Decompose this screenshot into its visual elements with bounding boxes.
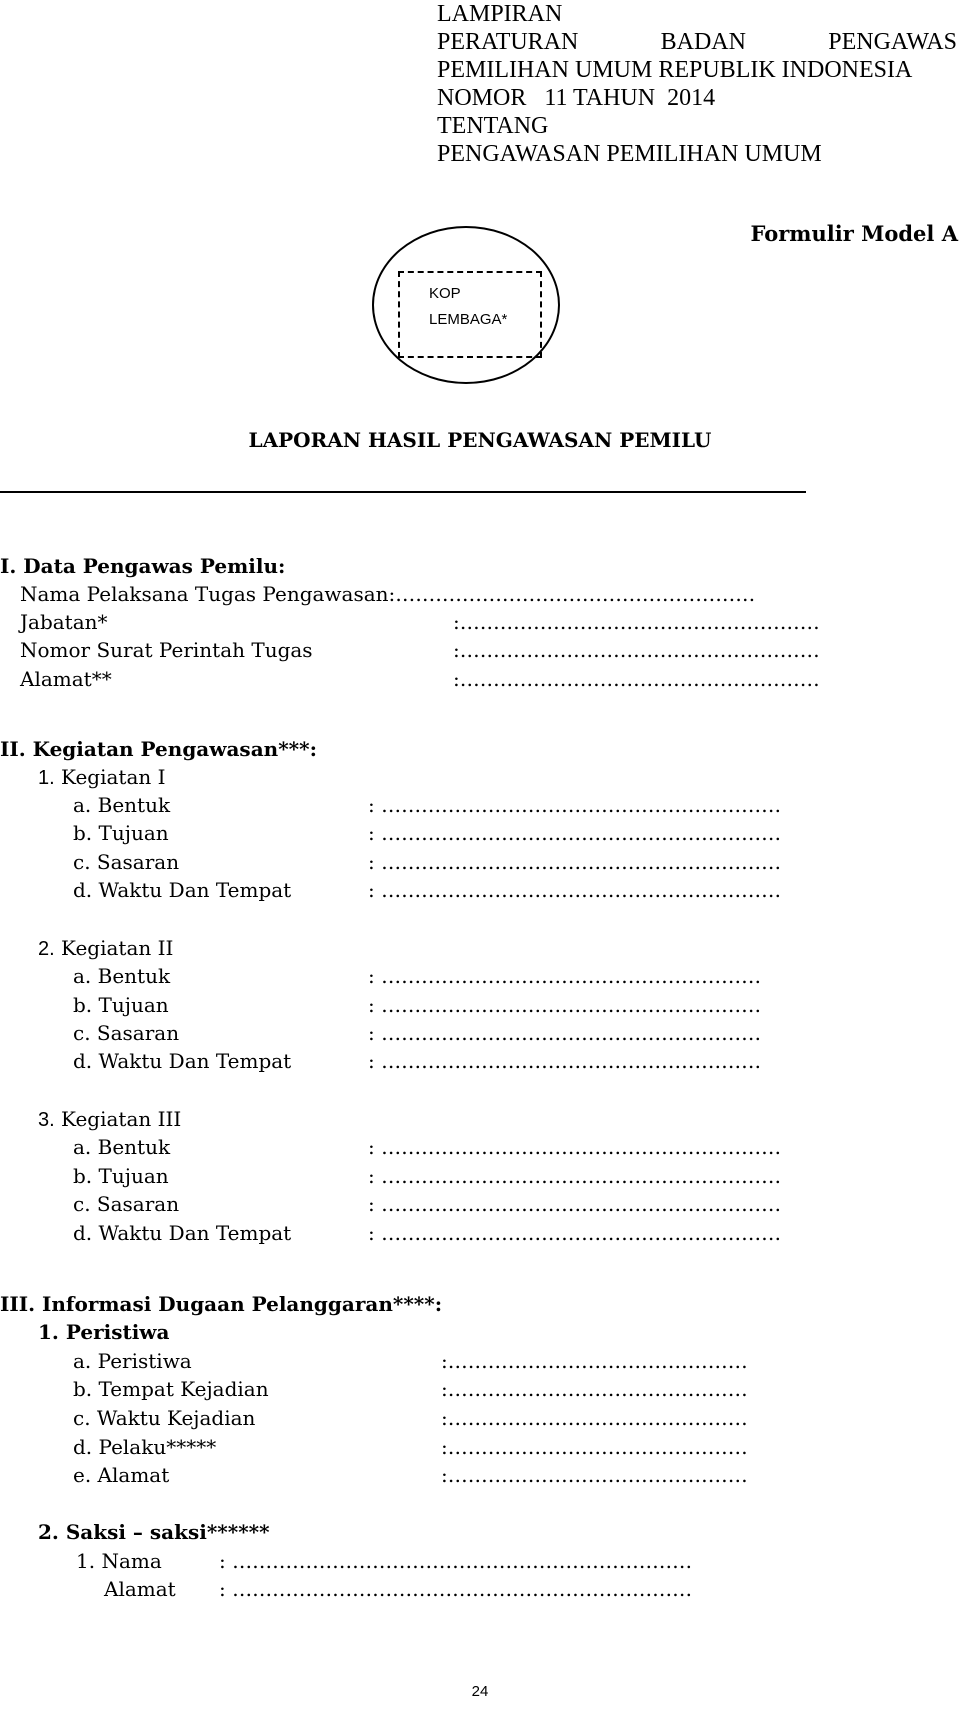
- kegiatan-value: : ……………………………………………………: [368, 1164, 782, 1188]
- kegiatan-label: b. Tujuan: [73, 1164, 169, 1188]
- kegiatan-title: Kegiatan III: [61, 1107, 182, 1131]
- data-value: :………………………………………………: [453, 638, 820, 662]
- header-word-badan: BADAN: [660, 29, 746, 55]
- kegiatan-2-row-waktu: [73, 1049, 761, 1073]
- kegiatan-value: : ……………………………………………………: [368, 793, 782, 817]
- report-title: LAPORAN HASIL PENGAWASAN PEMILU: [248, 428, 712, 452]
- data-row-jabatan: [20, 610, 820, 634]
- saksi-value: : ……………………………………………………………: [219, 1577, 693, 1601]
- kegiatan-value: : …………………………………………………: [368, 1021, 762, 1045]
- kegiatan-3-row-tujuan: [73, 1164, 781, 1188]
- kegiatan-label: d. Waktu Dan Tempat: [73, 1049, 292, 1073]
- peristiwa-row: [73, 1349, 748, 1373]
- saksi-row-nama: [76, 1549, 692, 1573]
- data-label: Nomor Surat Perintah Tugas: [20, 638, 313, 662]
- kegiatan-label: a. Bentuk: [73, 793, 171, 817]
- kop-lembaga-text: [429, 281, 507, 333]
- kegiatan-value: : ……………………………………………………: [368, 878, 782, 902]
- peristiwa-label: a. Peristiwa: [73, 1349, 192, 1373]
- peristiwa-value: :………………………………………: [441, 1406, 748, 1430]
- saksi-value: : ……………………………………………………………: [219, 1549, 693, 1573]
- peristiwa-value: :………………………………………: [441, 1435, 748, 1459]
- form-model-label: Formulir Model A: [750, 221, 958, 246]
- kegiatan-title: Kegiatan II: [61, 936, 174, 960]
- kegiatan-title: Kegiatan I: [61, 765, 166, 789]
- kegiatan-label: c. Sasaran: [73, 850, 180, 874]
- kegiatan-3-row-bentuk: [73, 1135, 781, 1159]
- kegiatan-label: b. Tujuan: [73, 993, 169, 1017]
- saksi-row-alamat: [104, 1577, 692, 1601]
- title-underline: [0, 491, 806, 493]
- kegiatan-value: : ……………………………………………………: [368, 850, 782, 874]
- kegiatan-value: : …………………………………………………: [368, 1049, 762, 1073]
- section-3-heading: III. Informasi Dugaan Pelanggaran****:: [0, 1292, 443, 1316]
- kegiatan-label: c. Sasaran: [73, 1021, 180, 1045]
- saksi-label: 1. Nama: [76, 1549, 162, 1573]
- peristiwa-value: :………………………………………: [441, 1377, 748, 1401]
- kegiatan-2-row-tujuan: [73, 993, 761, 1017]
- kegiatan-1-row-sasaran: [73, 850, 781, 874]
- section-2-heading: II. Kegiatan Pengawasan***:: [0, 737, 317, 761]
- subsection-saksi-heading: 2. Saksi – saksi******: [38, 1520, 270, 1544]
- data-label: Jabatan*: [20, 610, 108, 634]
- kegiatan-2-row-sasaran: [73, 1021, 761, 1045]
- peristiwa-row: [73, 1463, 748, 1487]
- peristiwa-label: e. Alamat: [73, 1463, 170, 1487]
- kegiatan-3-row-waktu: [73, 1221, 781, 1245]
- subsection-peristiwa-heading: 1. Peristiwa: [38, 1320, 170, 1344]
- section-1-heading: I. Data Pengawas Pemilu:: [0, 554, 286, 578]
- peristiwa-label: c. Waktu Kejadian: [73, 1406, 256, 1430]
- kegiatan-label: b. Tujuan: [73, 821, 169, 845]
- saksi-label: Alamat: [104, 1577, 176, 1601]
- kegiatan-2-title: [38, 936, 173, 961]
- kegiatan-number: 3.: [38, 1109, 55, 1131]
- data-value: :………………………………………………: [453, 610, 820, 634]
- data-row-nomor-surat: [20, 638, 820, 662]
- kegiatan-1-row-bentuk: [73, 793, 781, 817]
- data-label: Nama Pelaksana Tugas Pengawasan: [20, 582, 389, 606]
- kop-line-1: KOP: [429, 285, 461, 302]
- peristiwa-label: d. Pelaku*****: [73, 1435, 217, 1459]
- kegiatan-label: a. Bentuk: [73, 1135, 171, 1159]
- kegiatan-3-title: [38, 1107, 181, 1132]
- kegiatan-value: : …………………………………………………: [368, 964, 762, 988]
- kegiatan-1-title: [38, 765, 166, 790]
- data-row-nama: [20, 582, 755, 606]
- peristiwa-value: :………………………………………: [441, 1349, 748, 1373]
- header-tentang: TENTANG: [437, 113, 549, 139]
- header-peraturan-line: [437, 28, 957, 56]
- kegiatan-label: d. Waktu Dan Tempat: [73, 1221, 292, 1245]
- header-nomor: NOMOR 11 TAHUN 2014: [437, 85, 716, 111]
- kegiatan-value: : ……………………………………………………: [368, 1135, 782, 1159]
- kegiatan-value: : ……………………………………………………: [368, 1221, 782, 1245]
- kegiatan-label: c. Sasaran: [73, 1192, 180, 1216]
- kegiatan-number: 1.: [38, 767, 55, 789]
- kegiatan-number: 2.: [38, 938, 55, 960]
- kegiatan-2-row-bentuk: [73, 964, 761, 988]
- peristiwa-label: b. Tempat Kejadian: [73, 1377, 269, 1401]
- kop-line-2: LEMBAGA*: [429, 311, 508, 328]
- page-number: 24: [471, 1683, 489, 1700]
- data-row-alamat: [20, 667, 820, 691]
- header-word-peraturan: PERATURAN: [437, 29, 579, 55]
- peristiwa-row: [73, 1435, 748, 1459]
- kegiatan-1-row-tujuan: [73, 821, 781, 845]
- header-word-pengawas: PENGAWAS: [828, 29, 957, 55]
- kegiatan-value: : ……………………………………………………: [368, 821, 782, 845]
- kegiatan-value: : ……………………………………………………: [368, 1192, 782, 1216]
- data-value: :………………………………………………: [453, 667, 820, 691]
- kegiatan-value: : …………………………………………………: [368, 993, 762, 1017]
- kegiatan-label: a. Bentuk: [73, 964, 171, 988]
- kegiatan-1-row-waktu: [73, 878, 781, 902]
- peristiwa-row: [73, 1406, 748, 1430]
- header-pemilihan-umum: PEMILIHAN UMUM REPUBLIK INDONESIA: [437, 57, 913, 83]
- kegiatan-label: d. Waktu Dan Tempat: [73, 878, 292, 902]
- peristiwa-row: [73, 1377, 748, 1401]
- header-pengawasan: PENGAWASAN PEMILIHAN UMUM: [437, 141, 822, 167]
- kegiatan-3-row-sasaran: [73, 1192, 781, 1216]
- data-label: Alamat**: [20, 667, 112, 691]
- header-lampiran: LAMPIRAN: [437, 1, 563, 27]
- data-value: :………………………………………………: [388, 582, 756, 606]
- peristiwa-value: :………………………………………: [441, 1463, 748, 1487]
